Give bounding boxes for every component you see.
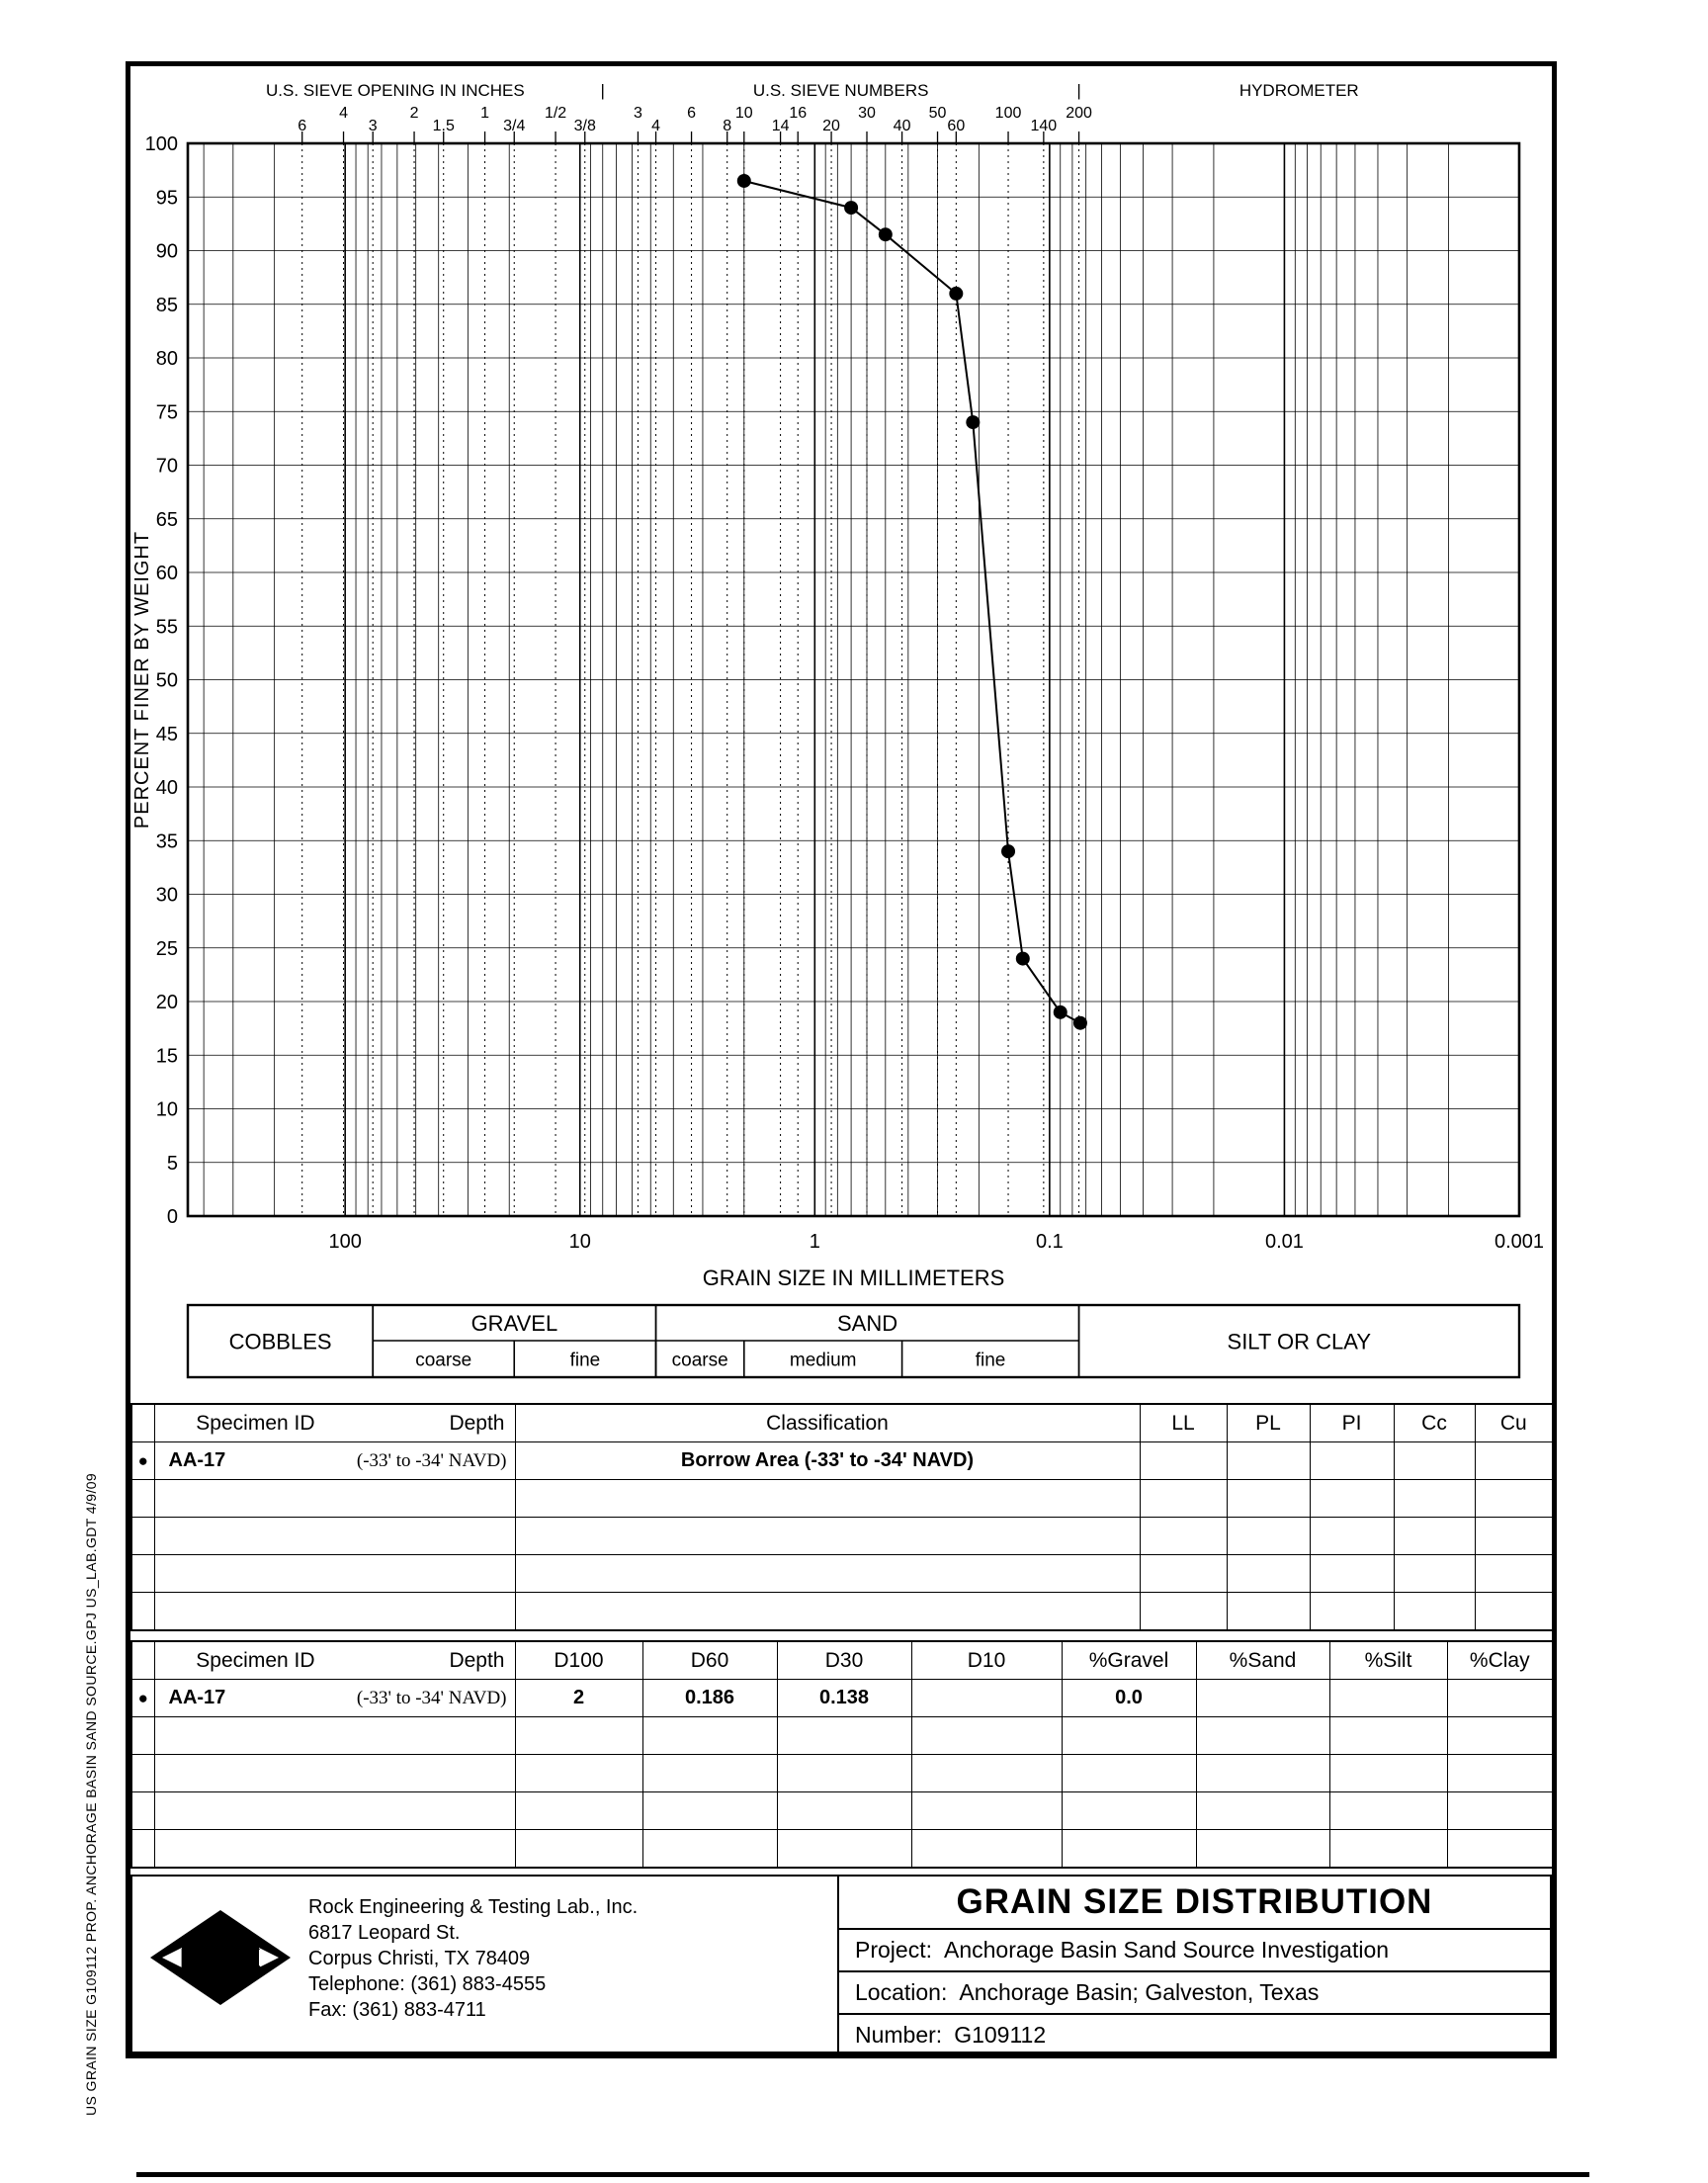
value-cell — [1329, 1792, 1447, 1830]
svg-text:coarse: coarse — [415, 1350, 472, 1371]
symbol-column-header — [131, 1641, 154, 1680]
value-cell — [1227, 1442, 1310, 1480]
svg-text:55: 55 — [155, 616, 178, 639]
svg-text:100: 100 — [144, 133, 178, 155]
value-cell — [1310, 1518, 1394, 1555]
value-cell — [515, 1518, 1140, 1555]
title-block-right — [837, 1877, 1550, 2052]
svg-text:140: 140 — [1030, 118, 1058, 134]
specimen-depth-cell — [154, 1755, 515, 1792]
rock-logo — [146, 1906, 295, 2009]
title-block — [130, 1875, 1552, 2053]
svg-text:1.5: 1.5 — [432, 118, 455, 134]
svg-text:2: 2 — [409, 105, 419, 122]
svg-text:0.01: 0.01 — [1264, 1231, 1304, 1253]
grain-size-distribution-chart — [130, 66, 1552, 1391]
company-phone: Telephone: (361) 883-4555 — [308, 1973, 547, 1995]
svg-text:|: | — [600, 81, 605, 100]
value-cell — [1140, 1518, 1227, 1555]
depth-header: Depth — [449, 1411, 505, 1435]
value-cell — [1394, 1593, 1475, 1631]
svg-text:8: 8 — [723, 118, 732, 134]
svg-text:U.S. SIEVE NUMBERS: U.S. SIEVE NUMBERS — [752, 81, 929, 100]
svg-text:65: 65 — [155, 508, 178, 531]
value-cell — [1329, 1717, 1447, 1755]
svg-text:10: 10 — [734, 105, 753, 122]
location-label: Location: — [855, 1979, 948, 2005]
specimen-depth-cell — [154, 1518, 515, 1555]
column-header: D60 — [642, 1641, 777, 1680]
scan-artifact-line — [136, 2172, 1589, 2177]
column-header: LL — [1140, 1404, 1227, 1442]
svg-text:80: 80 — [155, 348, 178, 370]
specimen-depth-cell — [154, 1792, 515, 1830]
value-cell — [1062, 1792, 1196, 1830]
depth-value: (-33' to -34' NAVD) — [356, 1687, 507, 1708]
column-header: D10 — [911, 1641, 1062, 1680]
value-cell — [1394, 1555, 1475, 1593]
series-symbol — [131, 1830, 154, 1869]
series-symbol — [131, 1518, 154, 1555]
value-cell — [515, 1755, 642, 1792]
value-cell — [1196, 1830, 1329, 1869]
depth-value: (-33' to -34' NAVD) — [356, 1449, 507, 1471]
company-address — [308, 1894, 638, 2023]
gradation-values-table — [130, 1640, 1554, 1869]
series-symbol — [131, 1593, 154, 1631]
value-cell — [515, 1593, 1140, 1631]
report-frame — [126, 61, 1557, 2058]
specimen-id-header: Specimen ID — [196, 1648, 315, 1672]
svg-text:10: 10 — [568, 1231, 591, 1253]
svg-text:100: 100 — [994, 105, 1022, 122]
svg-text:PERCENT FINER BY WEIGHT: PERCENT FINER BY WEIGHT — [131, 530, 153, 830]
value-cell — [777, 1717, 911, 1755]
svg-text:1: 1 — [809, 1231, 820, 1253]
svg-text:medium: medium — [789, 1350, 857, 1371]
table-row — [131, 1717, 1553, 1755]
column-header: %Gravel — [1062, 1641, 1196, 1680]
table-row — [131, 1518, 1553, 1555]
svg-text:30: 30 — [155, 884, 178, 907]
value-cell — [1310, 1555, 1394, 1593]
svg-text:16: 16 — [789, 105, 808, 122]
value-cell — [1062, 1830, 1196, 1869]
svg-text:1: 1 — [480, 105, 490, 122]
svg-text:20: 20 — [155, 992, 178, 1013]
value-cell — [642, 1717, 777, 1755]
value-cell — [1227, 1480, 1310, 1518]
project-value: Anchorage Basin Sand Source Investigation — [943, 1937, 1390, 1963]
value-cell — [1394, 1442, 1475, 1480]
value-cell — [1475, 1442, 1553, 1480]
table-row — [131, 1480, 1553, 1518]
value-cell — [1394, 1480, 1475, 1518]
specimen-depth-cell — [154, 1830, 515, 1869]
svg-text:fine: fine — [569, 1350, 601, 1371]
value-cell — [911, 1792, 1062, 1830]
svg-text:30: 30 — [858, 105, 876, 122]
svg-text:3: 3 — [634, 105, 642, 122]
series-symbol — [131, 1755, 154, 1792]
table-row — [131, 1830, 1553, 1869]
value-cell — [1447, 1792, 1553, 1830]
specimen-depth-cell — [154, 1555, 515, 1593]
svg-text:SAND: SAND — [836, 1311, 898, 1336]
table-row — [131, 1755, 1553, 1792]
value-cell — [1475, 1518, 1553, 1555]
header-row — [131, 1404, 1553, 1442]
column-header: PL — [1227, 1404, 1310, 1442]
column-header: PI — [1310, 1404, 1394, 1442]
value-cell — [1475, 1593, 1553, 1631]
svg-text:COBBLES: COBBLES — [228, 1329, 332, 1354]
value-cell — [1447, 1830, 1553, 1869]
series-symbol: ● — [131, 1680, 154, 1717]
file-info-margin-note: US GRAIN SIZE G109112 PROP. ANCHORAGE BASIN SAND SOURCE.GPJ US_LAB.GDT 4/9/09 — [83, 1472, 99, 2116]
value-cell — [911, 1755, 1062, 1792]
company-name: Rock Engineering & Testing Lab., Inc. — [308, 1896, 639, 1918]
series-symbol — [131, 1480, 154, 1518]
svg-text:3/8: 3/8 — [573, 118, 596, 134]
value-cell — [515, 1480, 1140, 1518]
value-cell: 0.138 — [777, 1680, 911, 1717]
table-row — [131, 1680, 1553, 1717]
series-symbol — [131, 1555, 154, 1593]
value-cell — [1062, 1755, 1196, 1792]
value-cell — [1062, 1717, 1196, 1755]
value-cell — [1447, 1755, 1553, 1792]
svg-text:4: 4 — [339, 105, 348, 122]
value-cell — [1310, 1593, 1394, 1631]
svg-text:75: 75 — [155, 401, 178, 424]
specimen-depth-cell — [154, 1717, 515, 1755]
location-value: Anchorage Basin; Galveston, Texas — [959, 1979, 1320, 2005]
svg-text:50: 50 — [155, 669, 178, 692]
value-cell — [1475, 1555, 1553, 1593]
svg-text:0: 0 — [166, 1206, 178, 1228]
column-header: Cu — [1475, 1404, 1553, 1442]
location-row — [839, 1972, 1550, 2015]
svg-text:60: 60 — [947, 118, 966, 134]
value-cell: 2 — [515, 1680, 642, 1717]
svg-text:6: 6 — [687, 105, 697, 122]
value-cell — [1475, 1480, 1553, 1518]
value-cell: Borrow Area (-33' to -34' NAVD) — [515, 1442, 1140, 1480]
svg-text:HYDROMETER: HYDROMETER — [1238, 81, 1359, 100]
svg-text:SILT OR CLAY: SILT OR CLAY — [1227, 1329, 1372, 1354]
value-cell — [1196, 1755, 1329, 1792]
value-cell — [1227, 1555, 1310, 1593]
svg-text:85: 85 — [155, 294, 178, 316]
value-cell — [642, 1830, 777, 1869]
value-cell — [911, 1830, 1062, 1869]
project-label: Project: — [855, 1937, 932, 1963]
svg-text:95: 95 — [155, 187, 178, 210]
svg-text:20: 20 — [822, 118, 840, 134]
column-header: D100 — [515, 1641, 642, 1680]
value-cell — [515, 1830, 642, 1869]
value-cell — [642, 1792, 777, 1830]
svg-text:|: | — [1076, 81, 1081, 100]
value-cell — [1196, 1680, 1329, 1717]
svg-text:200: 200 — [1066, 105, 1092, 122]
svg-text:45: 45 — [155, 723, 178, 745]
specimen-depth-cell — [154, 1593, 515, 1631]
table-row — [131, 1555, 1553, 1593]
series-symbol — [131, 1717, 154, 1755]
company-fax: Fax: (361) 883-4711 — [308, 1999, 486, 2021]
svg-text:60: 60 — [155, 563, 178, 584]
value-cell — [1310, 1480, 1394, 1518]
table-row — [131, 1593, 1553, 1631]
svg-text:coarse: coarse — [671, 1350, 728, 1371]
svg-text:4: 4 — [651, 118, 660, 134]
svg-text:0.1: 0.1 — [1035, 1231, 1064, 1253]
svg-text:3: 3 — [368, 118, 378, 134]
value-cell — [1310, 1442, 1394, 1480]
value-cell — [777, 1792, 911, 1830]
column-header: %Clay — [1447, 1641, 1553, 1680]
series-symbol: ● — [131, 1442, 154, 1480]
value-cell — [911, 1680, 1062, 1717]
svg-text:25: 25 — [155, 937, 178, 960]
svg-text:70: 70 — [155, 455, 178, 478]
value-cell — [1140, 1593, 1227, 1631]
specimen-depth-cell — [154, 1442, 515, 1480]
svg-text:14: 14 — [771, 118, 790, 134]
specimen-depth-header — [154, 1641, 515, 1680]
value-cell — [777, 1755, 911, 1792]
svg-text:fine: fine — [975, 1350, 1006, 1371]
value-cell — [1140, 1442, 1227, 1480]
svg-text:3/4: 3/4 — [503, 118, 526, 134]
specimen-id: AA-17 — [168, 1449, 226, 1471]
depth-header: Depth — [449, 1648, 505, 1672]
project-row — [839, 1930, 1550, 1972]
column-header: %Sand — [1196, 1641, 1329, 1680]
column-header: D30 — [777, 1641, 911, 1680]
svg-text:GRAIN SIZE IN MILLIMETERS: GRAIN SIZE IN MILLIMETERS — [702, 1266, 1005, 1290]
number-label: Number: — [855, 2021, 943, 2048]
value-cell — [1394, 1518, 1475, 1555]
report-title: GRAIN SIZE DISTRIBUTION — [839, 1877, 1550, 1930]
svg-text:6: 6 — [298, 118, 307, 134]
table-row — [131, 1792, 1553, 1830]
column-header: Classification — [515, 1404, 1140, 1442]
series-symbol — [131, 1792, 154, 1830]
specimen-depth-cell — [154, 1480, 515, 1518]
specimen-id-header: Specimen ID — [196, 1411, 315, 1435]
rock-logo-text: ROCK — [179, 1943, 262, 1973]
value-cell — [1227, 1518, 1310, 1555]
value-cell — [1196, 1792, 1329, 1830]
svg-text:10: 10 — [155, 1098, 178, 1121]
value-cell — [1329, 1830, 1447, 1869]
header-row — [131, 1641, 1553, 1680]
value-cell — [515, 1792, 642, 1830]
specimen-id: AA-17 — [168, 1687, 226, 1708]
svg-text:35: 35 — [155, 830, 178, 853]
symbol-column-header — [131, 1404, 154, 1442]
value-cell — [1447, 1680, 1553, 1717]
svg-text:40: 40 — [893, 118, 911, 134]
svg-text:15: 15 — [155, 1045, 178, 1068]
value-cell — [1329, 1755, 1447, 1792]
svg-text:U.S. SIEVE OPENING IN INCHES: U.S. SIEVE OPENING IN INCHES — [266, 81, 525, 100]
column-header: Cc — [1394, 1404, 1475, 1442]
svg-text:40: 40 — [155, 777, 178, 799]
svg-text:GRAVEL: GRAVEL — [470, 1311, 558, 1336]
table-row — [131, 1442, 1553, 1480]
specimen-depth-cell — [154, 1680, 515, 1717]
value-cell — [911, 1717, 1062, 1755]
value-cell — [515, 1555, 1140, 1593]
value-cell — [515, 1717, 642, 1755]
svg-text:5: 5 — [166, 1152, 178, 1175]
company-city: Corpus Christi, TX 78409 — [308, 1948, 531, 1969]
svg-text:100: 100 — [328, 1231, 362, 1253]
specimen-depth-header — [154, 1404, 515, 1442]
value-cell — [1447, 1717, 1553, 1755]
value-cell — [1140, 1555, 1227, 1593]
value-cell: 0.0 — [1062, 1680, 1196, 1717]
value-cell — [642, 1755, 777, 1792]
value-cell — [1140, 1480, 1227, 1518]
value-cell — [1329, 1680, 1447, 1717]
value-cell — [1227, 1593, 1310, 1631]
specimen-classification-table — [130, 1403, 1554, 1631]
svg-text:0.001: 0.001 — [1494, 1231, 1545, 1253]
svg-text:1/2: 1/2 — [544, 105, 567, 122]
value-cell — [777, 1830, 911, 1869]
svg-text:90: 90 — [155, 240, 178, 263]
company-street: 6817 Leopard St. — [308, 1922, 461, 1944]
number-row — [839, 2015, 1550, 2054]
svg-text:50: 50 — [928, 105, 947, 122]
column-header: %Silt — [1329, 1641, 1447, 1680]
value-cell: 0.186 — [642, 1680, 777, 1717]
value-cell — [1196, 1717, 1329, 1755]
number-value: G109112 — [954, 2021, 1047, 2048]
